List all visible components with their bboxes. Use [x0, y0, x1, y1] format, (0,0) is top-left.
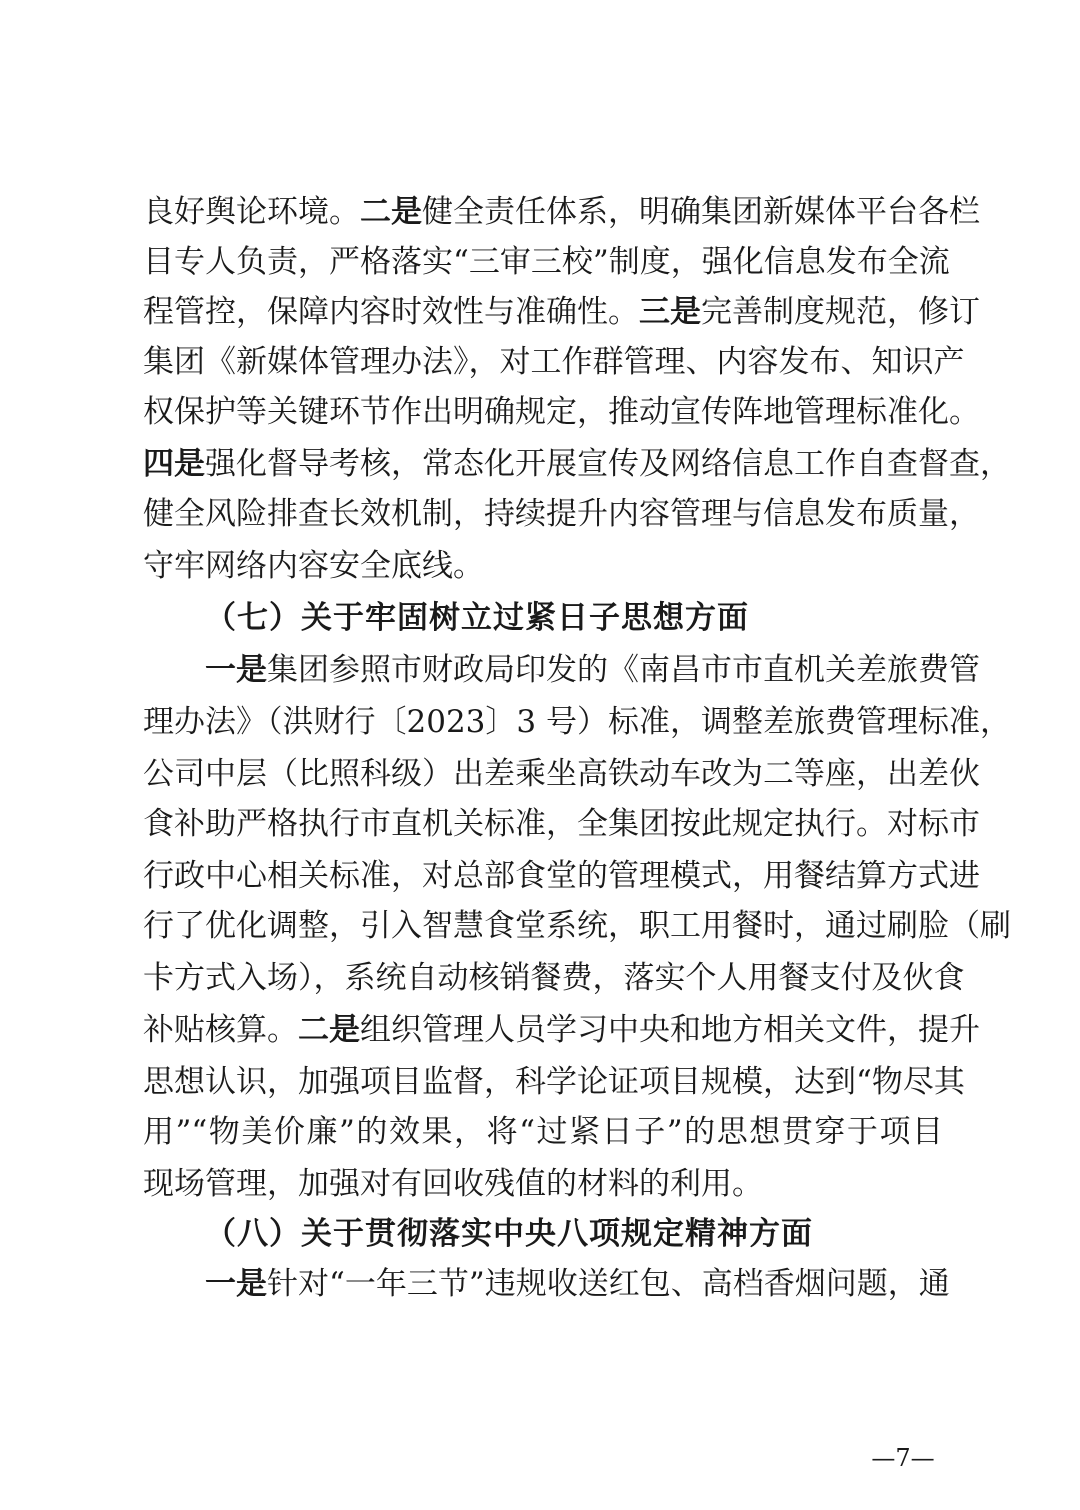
paragraph-line: 食补助严格执行市直机关标准，全集团按此规定执行。对标市 [143, 806, 980, 842]
paragraph-line: 公司中层（比照科级）出差乘坐高铁动车改为二等座，出差伙 [143, 756, 980, 792]
paragraph-line: 目专人负责，严格落实“三审三校”制度，强化信息发布全流 [143, 244, 950, 280]
bold-marker: 四是 [143, 446, 205, 482]
bold-marker: 二是 [360, 194, 422, 230]
paragraph-line: 行政中心相关标准，对总部食堂的管理模式，用餐结算方式进 [143, 858, 980, 894]
paragraph-line: 一是集团参照市财政局印发的《南昌市市直机关差旅费管 [205, 652, 980, 688]
paragraph-line: 行了优化调整，引入智慧食堂系统，职工用餐时，通过刷脸（刷 [143, 908, 1011, 944]
page-number: —7— [871, 1444, 935, 1472]
paragraph-line: 程管控，保障内容时效性与准确性。三是完善制度规范，修订 [143, 294, 980, 330]
paragraph-line: 集团《新媒体管理办法》，对工作群管理、内容发布、知识产 [143, 344, 965, 380]
section-heading: （八）关于贯彻落实中央八项规定精神方面 [205, 1216, 813, 1252]
bold-marker: 一是 [205, 652, 267, 688]
paragraph-line: 权保护等关键环节作出明确规定，推动宣传阵地管理标准化。 [143, 394, 980, 430]
paragraph-line: 一是针对“一年三节”违规收送红包、高档香烟问题，通 [205, 1266, 950, 1302]
paragraph-line: 思想认识，加强项目监督，科学论证项目规模，达到“物尽其 [143, 1064, 965, 1100]
paragraph-line: 良好舆论环境。二是健全责任体系，明确集团新媒体平台各栏 [143, 194, 980, 230]
bold-marker: 一是 [205, 1266, 267, 1302]
paragraph-line: 理办法》（洪财行〔2023〕3 号）标准，调整差旅费管理标准， [143, 704, 1011, 740]
paragraph-line: 用”“物美价廉”的效果，将“过紧日子”的思想贯穿于项目 [143, 1114, 943, 1150]
bold-marker: 二是 [298, 1012, 360, 1048]
paragraph-line: 守牢网络内容安全底线。 [143, 548, 484, 584]
section-heading: （七）关于牢固树立过紧日子思想方面 [205, 600, 749, 636]
paragraph-line: 卡方式入场），系统自动核销餐费，落实个人用餐支付及伙食 [143, 960, 965, 996]
paragraph-line: 补贴核算。二是组织管理人员学习中央和地方相关文件，提升 [143, 1012, 980, 1048]
bold-marker: 三是 [639, 294, 701, 330]
paragraph-line: 现场管理，加强对有回收残值的材料的利用。 [143, 1166, 763, 1202]
paragraph-line: 四是强化督导考核，常态化开展宣传及网络信息工作自查督查， [143, 446, 1011, 482]
paragraph-line: 健全风险排查长效机制，持续提升内容管理与信息发布质量， [143, 496, 980, 532]
